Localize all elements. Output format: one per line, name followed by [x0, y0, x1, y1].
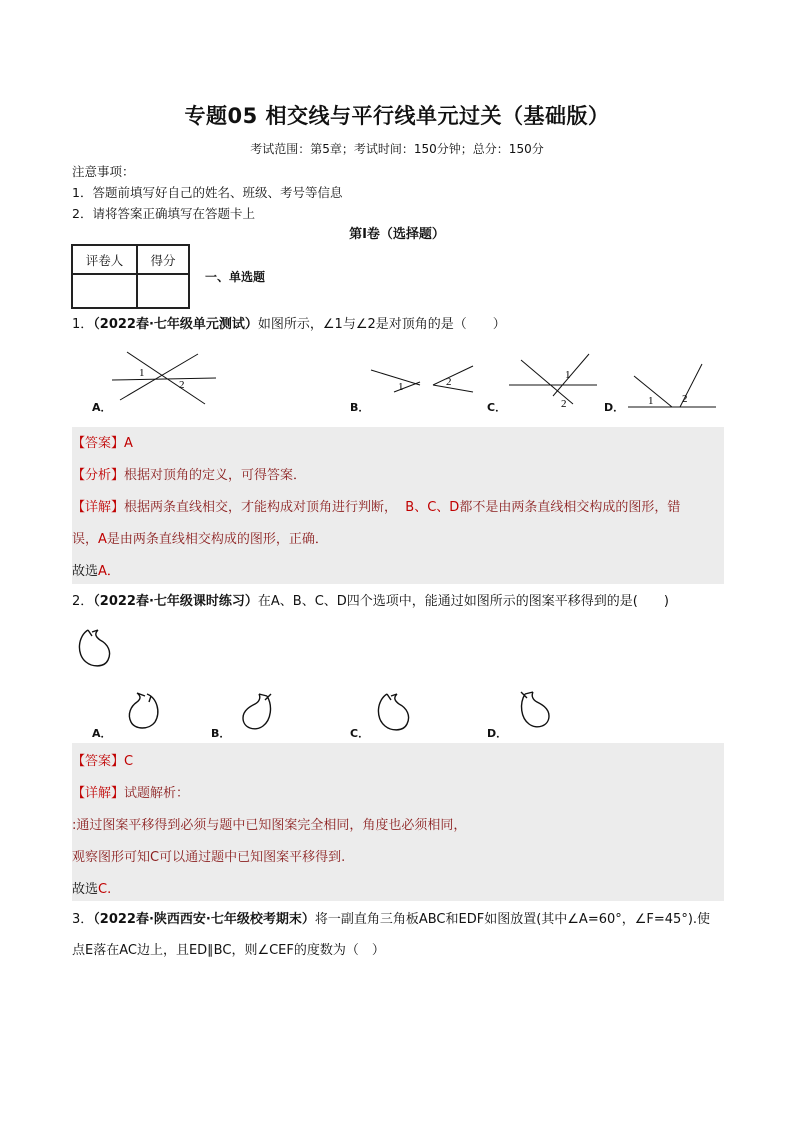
grader-cell[interactable] — [72, 274, 137, 308]
q1-answer — [72, 432, 133, 451]
page-title: 专题05 相交线与平行线单元过关（基础版） — [184, 104, 610, 128]
notes-heading: 注意事项： — [72, 164, 135, 179]
q1-figure-b — [368, 360, 478, 400]
grader-header: 评卷人 — [72, 245, 137, 274]
q1-c-angle-1: 1 — [565, 369, 571, 381]
q2-answer-tag: 【答案】 — [72, 754, 125, 769]
q1-option-c-label: C． — [487, 401, 507, 414]
question-1 — [72, 315, 506, 335]
q2-text: 在A、B、C、D四个选项中，能通过如图所示的图案平移得到的是( ) — [257, 594, 669, 609]
q1-a-angle-1: 1 — [139, 367, 145, 379]
q1-number: 1． — [72, 317, 94, 332]
q3-source: （2022春·陕西西安·七年级校考期末） — [93, 912, 315, 927]
q1-detail-line-1 — [72, 496, 680, 515]
q3-text-1: 将一副直角三角板ABC和EDF如图放置(其中∠A=60°，∠F=45°).使 — [314, 912, 711, 927]
note-item-1: 1．答题前填写好自己的姓名、班级、考号等信息 — [72, 185, 343, 200]
question-2 — [72, 592, 669, 612]
q1-option-a-label: A． — [92, 401, 112, 414]
q1-figure-a — [110, 348, 220, 408]
q1-analysis-tag: 【分析】 — [72, 468, 125, 483]
q2-detail-line-1 — [72, 814, 466, 833]
q3-number: 3． — [72, 912, 94, 927]
q1-detail-line-2 — [72, 528, 328, 547]
q1-figure-c — [505, 352, 605, 410]
q1-a-angle-2: 2 — [179, 379, 185, 391]
question-3 — [72, 910, 710, 930]
exam-info: 考试范围：第5章；考试时间：150分钟；总分：150分 — [250, 142, 544, 156]
q1-option-b-label: B． — [350, 401, 370, 414]
q1-figure-d — [622, 350, 722, 410]
q2-detail-text-2: 观察图形可知C可以通过题中已知图案平移得到. — [72, 850, 346, 865]
q1-conclusion-text: 故选 — [72, 564, 99, 579]
q2-number: 2． — [72, 594, 94, 609]
q2-detail-head-text: 试题解析： — [124, 786, 190, 801]
q1-answer-tag: 【答案】 — [72, 436, 125, 451]
q2-detail-head — [72, 782, 189, 801]
q1-source: （2022春·七年级单元测试） — [93, 317, 258, 332]
q1-text: 如图所示，∠1与∠2是对顶角的是（ ） — [257, 317, 506, 332]
q1-detail-tag: 【详解】 — [72, 500, 125, 515]
q2-conclusion — [72, 878, 111, 897]
question-3-line-2: 点E落在AC边上，且ED∥BC，则∠CEF的度数为（ ） — [72, 943, 385, 958]
q2-detail-line-2 — [72, 846, 345, 865]
q1-detail-text-2b: A — [98, 532, 107, 547]
q1-answer-value: A — [124, 436, 133, 451]
q2-answer-value: C — [124, 754, 134, 769]
q1-detail-text-1a: 根据两条直线相交，才能构成对顶角进行判断， — [124, 500, 398, 515]
q1-analysis-text: 根据对顶角的定义，可得答案． — [124, 468, 307, 483]
q2-option-a-label: A． — [92, 727, 112, 740]
q1-detail-text-1c: 都不是由两条直线相交构成的图形，错 — [459, 500, 681, 515]
q1-b-angle-1: 1 — [398, 381, 404, 393]
note-item-2: 2．请将答案正确填写在答题卡上 — [72, 206, 255, 221]
q1-b-angle-2: 2 — [446, 376, 452, 388]
score-cell[interactable] — [137, 274, 189, 308]
q2-option-b-label: B． — [211, 727, 231, 740]
q2-conclusion-text: 故选 — [72, 882, 99, 897]
q2-given-leaf-figure — [74, 626, 114, 670]
q1-detail-text-2a: 误， — [72, 532, 99, 547]
q2-detail-tag: 【详解】 — [72, 786, 125, 801]
q2-conclusion-answer: C. — [98, 882, 112, 897]
score-header: 得分 — [137, 245, 189, 274]
q2-detail-text-1: :通过图案平移得到必须与题中已知图案完全相同，角度也必须相同， — [72, 818, 467, 833]
q2-option-c-label: C． — [350, 727, 370, 740]
q2-source: （2022春·七年级课时练习） — [93, 594, 258, 609]
q1-d-angle-1: 1 — [648, 395, 654, 407]
q1-conclusion-answer: A． — [98, 564, 120, 579]
q1-detail-text-1b: B、C、D — [405, 500, 460, 515]
q1-detail-text-2c: 是由两条直线相交构成的图形，正确． — [106, 532, 328, 547]
q1-option-d-label: D． — [604, 401, 625, 414]
q1-analysis — [72, 464, 306, 483]
q1-d-angle-2: 2 — [682, 393, 688, 405]
q2-option-d-label: D． — [487, 727, 508, 740]
grader-table — [71, 244, 190, 309]
q2-option-d-leaf — [517, 688, 557, 732]
q1-conclusion — [72, 560, 120, 579]
q2-option-b-leaf — [237, 690, 277, 734]
q2-option-a-leaf — [123, 690, 163, 734]
q2-answer — [72, 750, 133, 769]
volume-title: 第I卷（选择题） — [349, 227, 445, 242]
section-title: 一、单选题 — [205, 270, 266, 284]
q2-option-c-leaf — [373, 690, 413, 734]
q1-c-angle-2: 2 — [561, 398, 567, 410]
